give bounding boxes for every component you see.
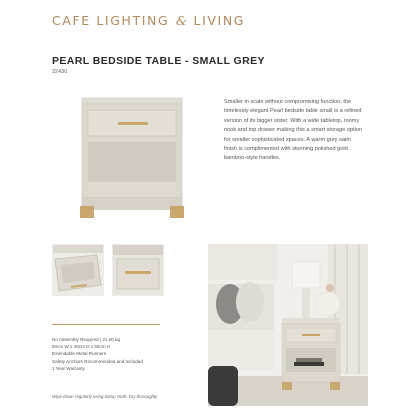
spec-anchors: Safety Anchors Recommended and Included [52, 358, 143, 364]
product-hero-image [74, 94, 190, 222]
specs-divider [52, 324, 160, 325]
brand-name-part1: CAFE LIGHTING [52, 13, 170, 28]
product-title: PEARL BEDSIDE TABLE - SMALL GREY [52, 55, 265, 67]
product-description: Smaller in scale without compromising function, the timelessly elegant Pearl bedside table small is a refined version of its bigger sister. With a wide tabletop, roomy nook and top drawer making this a smart storage option for smaller sophisticated spaces. A warm grey satin finish is complimented with stunning polished gold bamboo-style handles. [224, 99, 363, 162]
detail-thumbnail-handle[interactable] [112, 244, 164, 296]
gold-handle-image [113, 245, 163, 295]
drawer-open-image [53, 245, 103, 295]
spec-runners: Extendable Metal Runners [52, 351, 107, 357]
care-instructions: Wipe down regularly using damp cloth. Dry thoroughly [52, 394, 158, 399]
product-sku: 32430 [52, 69, 68, 75]
brand-ampersand: & [175, 13, 187, 28]
brand-name-part2: LIVING [193, 13, 246, 28]
product-specs [52, 336, 143, 372]
lifestyle-room-image [208, 244, 368, 406]
detail-thumbnail-drawer-open[interactable] [52, 244, 104, 296]
spec-weight: No Assembly Required | 21.00 kg [52, 337, 121, 342]
brand-logo [52, 13, 245, 28]
spec-warranty: 1 Year Warranty [52, 365, 85, 371]
spec-dimensions: 50cm W x 40cm D x 55cm H [52, 344, 111, 350]
